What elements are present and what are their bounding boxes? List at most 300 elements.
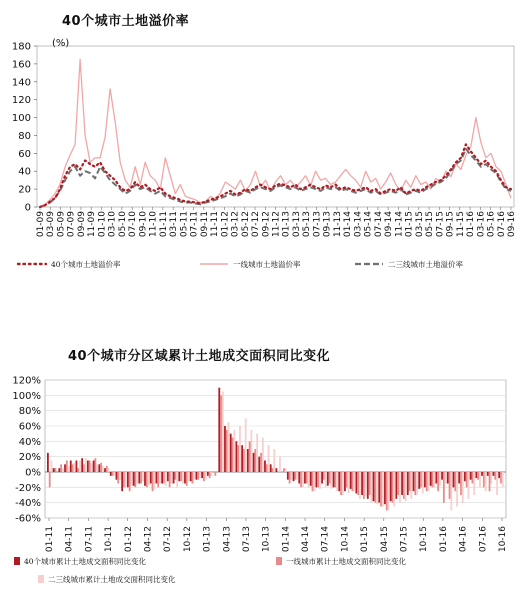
bar-s2: [96, 464, 98, 472]
bar-s0: [407, 472, 409, 495]
bar-s2: [313, 472, 315, 491]
bar-s1: [340, 472, 342, 495]
bar-s0: [304, 472, 306, 484]
bar-s0: [247, 449, 249, 472]
bar-s2: [485, 472, 487, 491]
y-tick-label: 0%: [25, 467, 41, 479]
bar-s1: [232, 438, 234, 473]
bar-s1: [220, 395, 222, 472]
bar-s2: [119, 472, 121, 480]
x-tick-label: 11-10: [148, 211, 159, 238]
bar-s0: [93, 461, 95, 473]
legend-label-1: 一线城市土地溢价率: [233, 260, 301, 269]
bar-s2: [113, 472, 115, 476]
bar-s2: [433, 472, 435, 487]
x-tick-label: 05-16: [486, 211, 497, 238]
bar-s1: [169, 472, 171, 487]
bar-s0: [464, 472, 466, 481]
bar-s2: [399, 472, 401, 503]
bar-s1: [352, 472, 354, 491]
bar-s1: [289, 472, 291, 484]
bar-s1: [209, 472, 211, 478]
bar-s1: [460, 472, 462, 495]
bar-s0: [87, 461, 89, 473]
bar-s1: [483, 472, 485, 487]
y-tick-label: 100: [11, 113, 31, 125]
bar-s0: [344, 472, 346, 491]
chart1-axes: [12, 38, 517, 237]
bar-s0: [378, 472, 380, 503]
bar-s2: [199, 472, 201, 478]
bar-s2: [159, 472, 161, 484]
bar-s1: [386, 472, 388, 510]
x-tick-label: 01-12: [123, 526, 134, 553]
bar-s1: [403, 472, 405, 499]
bar-s0: [470, 472, 472, 480]
legend-label-1: 一线城市累计土地成交面积同比变化: [286, 557, 406, 566]
bar-s2: [256, 434, 258, 472]
bar-s2: [222, 392, 224, 473]
bar-s1: [300, 472, 302, 487]
bar-s0: [458, 472, 460, 484]
bar-s1: [317, 472, 319, 487]
bar-s1: [89, 461, 91, 473]
x-tick-label: 09-11: [199, 211, 210, 238]
x-tick-label: 05-12: [240, 210, 251, 238]
bar-s1: [72, 464, 74, 472]
bar-s1: [283, 468, 285, 472]
bar-s2: [171, 472, 173, 484]
bar-s2: [136, 472, 138, 484]
x-tick-label: 03-09: [46, 211, 57, 238]
bar-s2: [188, 472, 190, 481]
bar-s2: [233, 430, 235, 472]
bar-s0: [184, 472, 186, 484]
bar-s0: [453, 472, 455, 487]
bar-s1: [146, 472, 148, 487]
bar-s2: [108, 468, 110, 472]
bar-s0: [110, 472, 112, 476]
bar-s1: [192, 472, 194, 484]
bar-s0: [361, 472, 363, 495]
x-tick-label: 01-11: [158, 211, 169, 238]
bar-s2: [348, 472, 350, 493]
bar-s1: [409, 472, 411, 491]
bar-s2: [182, 472, 184, 484]
x-tick-label: 07-13: [312, 211, 323, 238]
bar-s1: [323, 472, 325, 480]
bar-s1: [374, 472, 376, 503]
bar-s1: [94, 458, 96, 472]
x-tick-label: 09-16: [507, 211, 517, 238]
x-tick-label: 07-15: [399, 526, 410, 553]
bar-s0: [144, 472, 146, 486]
bar-s1: [129, 472, 131, 491]
x-tick-label: 09-09: [76, 211, 87, 238]
bar-s1: [174, 472, 176, 480]
x-tick-label: 11-14: [394, 211, 405, 238]
x-tick-label: 07-12: [251, 211, 262, 238]
bar-s0: [418, 472, 420, 489]
bar-s0: [384, 472, 386, 504]
bar-s0: [98, 464, 100, 472]
bar-s0: [401, 472, 403, 495]
y-tick-label: 100%: [12, 390, 41, 402]
y-tick-label: -20%: [15, 482, 41, 494]
x-tick-label: 11-15: [455, 211, 466, 238]
bar-s2: [376, 472, 378, 504]
bar-s1: [472, 472, 474, 484]
bar-s1: [260, 453, 262, 472]
bar-s1: [392, 472, 394, 503]
x-tick-label: 01-16: [466, 211, 477, 238]
bar-s0: [298, 472, 300, 484]
bar-s2: [445, 472, 447, 484]
x-tick-label: 10-16: [498, 526, 508, 553]
bar-s2: [479, 472, 481, 487]
bar-s0: [121, 472, 123, 491]
bar-s1: [152, 472, 154, 491]
bar-s2: [125, 472, 127, 487]
bar-s2: [428, 472, 430, 491]
bar-s0: [493, 472, 495, 476]
bar-s1: [100, 463, 102, 472]
chart2-plot-frame: [45, 380, 506, 518]
x-tick-label: 03-12: [230, 210, 241, 238]
bar-s2: [285, 468, 287, 472]
bar-s1: [272, 468, 274, 472]
bar-s1: [500, 472, 502, 484]
x-tick-label: 11-11: [210, 211, 221, 238]
bar-s2: [308, 472, 310, 487]
bar-s0: [236, 441, 238, 472]
bar-s2: [370, 472, 372, 503]
bar-s2: [211, 472, 213, 476]
bar-s2: [62, 468, 64, 472]
x-tick-label: 07-16: [478, 526, 489, 553]
bar-s2: [251, 430, 253, 472]
x-tick-label: 04-13: [222, 526, 233, 553]
bar-s1: [420, 472, 422, 487]
bar-s1: [494, 472, 496, 480]
x-tick-label: 04-15: [379, 526, 390, 553]
bar-s2: [91, 463, 93, 472]
bar-s0: [390, 472, 392, 501]
bar-s1: [66, 461, 68, 473]
bar-s1: [77, 468, 79, 472]
x-tick-label: 03-14: [353, 211, 364, 238]
bar-s0: [156, 472, 158, 484]
bar-s0: [413, 472, 415, 491]
x-tick-label: 03-15: [414, 211, 425, 238]
bar-s2: [291, 472, 293, 480]
x-tick-label: 07-15: [435, 211, 446, 238]
bar-s2: [193, 472, 195, 480]
bar-s1: [363, 472, 365, 499]
bar-s1: [454, 472, 456, 491]
bar-s2: [353, 472, 355, 491]
bar-s0: [435, 472, 437, 484]
bar-s1: [426, 472, 428, 491]
bar-s0: [441, 472, 443, 480]
y-tick-label: 40: [18, 166, 31, 178]
bar-s2: [239, 426, 241, 472]
bar-s2: [142, 472, 144, 481]
y-tick-label: 140: [11, 77, 31, 89]
bar-s0: [481, 472, 483, 476]
bar-s1: [380, 472, 382, 507]
bar-s0: [230, 434, 232, 472]
bar-s0: [287, 472, 289, 480]
bar-s0: [64, 464, 66, 472]
x-tick-label: 11-12: [271, 211, 282, 238]
bar-s1: [140, 472, 142, 484]
bar-s2: [205, 472, 207, 480]
bar-s2: [302, 472, 304, 487]
y-tick-label: 40%: [18, 436, 41, 448]
bar-s2: [68, 466, 70, 472]
bar-s1: [163, 472, 165, 484]
bar-s2: [388, 472, 390, 510]
bar-s1: [443, 472, 445, 503]
bar-s1: [357, 472, 359, 495]
series-line-2: [40, 149, 511, 207]
bar-s0: [116, 472, 118, 480]
bar-s0: [270, 464, 272, 472]
chart2-title: 40个城市分区域累计土地成交面积同比变化: [68, 349, 331, 364]
bar-s0: [161, 472, 163, 484]
x-tick-label: 07-12: [163, 526, 174, 553]
x-tick-label: 01-11: [45, 526, 55, 553]
bar-s0: [58, 468, 60, 472]
bar-s2: [382, 472, 384, 507]
x-tick-label: 10-14: [340, 526, 351, 553]
bar-s1: [157, 472, 159, 487]
bar-s2: [268, 445, 270, 472]
bar-s2: [359, 472, 361, 499]
x-tick-label: 01-12: [220, 211, 231, 238]
x-tick-label: 07-09: [66, 211, 77, 238]
bar-s0: [241, 445, 243, 472]
y-tick-label: 60%: [18, 421, 41, 433]
x-tick-label: 11-09: [87, 211, 98, 238]
bar-s0: [178, 472, 180, 481]
bar-s1: [117, 472, 119, 484]
x-tick-label: 10-13: [261, 526, 272, 553]
bar-s2: [51, 461, 53, 473]
bar-s0: [327, 472, 329, 486]
bar-s2: [416, 472, 418, 495]
bar-s0: [333, 472, 335, 487]
bar-s1: [329, 472, 331, 484]
bar-s2: [462, 472, 464, 503]
bar-s2: [102, 466, 104, 472]
y-tick-label: 180: [11, 41, 31, 53]
bar-s2: [365, 472, 367, 497]
bar-s1: [243, 449, 245, 472]
chart1-lines: [40, 59, 511, 207]
x-tick-label: 01-10: [97, 211, 108, 238]
bar-s1: [106, 466, 108, 472]
bar-s0: [104, 468, 106, 472]
x-tick-label: 01-14: [343, 211, 354, 238]
x-tick-label: 05-09: [56, 211, 67, 238]
bar-s0: [218, 388, 220, 472]
x-tick-label: 09-13: [322, 211, 333, 238]
bar-s2: [319, 472, 321, 489]
y-axis-label: (%): [52, 38, 70, 49]
bar-s0: [395, 472, 397, 499]
bar-s2: [410, 472, 412, 499]
bar-s2: [176, 472, 178, 487]
bar-s0: [350, 472, 352, 489]
bar-s2: [73, 463, 75, 472]
y-tick-label: 60: [18, 148, 31, 160]
bar-s2: [228, 422, 230, 472]
x-tick-label: 09-15: [445, 211, 456, 238]
bar-s1: [123, 472, 125, 487]
y-tick-label: 80: [18, 130, 31, 142]
y-tick-label: 20%: [18, 452, 41, 464]
bar-s1: [489, 472, 491, 491]
legend-swatch-2: [38, 575, 44, 583]
bar-s1: [432, 472, 434, 487]
bar-s0: [70, 461, 72, 473]
bar-s1: [60, 464, 62, 472]
bar-s0: [424, 472, 426, 487]
x-tick-label: 07-16: [496, 211, 507, 238]
bar-s2: [79, 461, 81, 473]
bar-s0: [224, 426, 226, 472]
x-tick-label: 01-15: [404, 211, 415, 238]
bar-s0: [81, 458, 83, 472]
bar-s1: [312, 472, 314, 491]
bar-s2: [325, 472, 327, 487]
bar-s2: [165, 472, 167, 486]
bar-s2: [85, 458, 87, 472]
bar-s1: [214, 472, 216, 476]
bar-s2: [296, 472, 298, 480]
y-tick-label: 80%: [18, 406, 41, 418]
y-tick-label: 120: [11, 95, 31, 107]
bar-s0: [253, 453, 255, 472]
chart2-svg: [0, 300, 520, 600]
chart1-legend: [18, 259, 463, 269]
x-tick-label: 05-10: [117, 211, 128, 238]
bar-s1: [306, 472, 308, 484]
x-tick-label: 04-16: [458, 526, 469, 553]
x-tick-label: 09-10: [138, 211, 149, 238]
bar-s0: [76, 461, 78, 473]
x-tick-label: 05-13: [302, 211, 313, 238]
bar-s1: [414, 472, 416, 495]
x-tick-label: 07-11: [189, 211, 200, 238]
bar-s1: [249, 441, 251, 472]
bar-s0: [190, 472, 192, 481]
bar-s0: [53, 468, 55, 472]
x-tick-label: 05-14: [363, 211, 374, 238]
x-tick-label: 07-10: [128, 211, 139, 238]
x-tick-label: 04-14: [301, 526, 312, 553]
bar-s2: [273, 449, 275, 472]
bar-s0: [315, 472, 317, 487]
bar-s0: [150, 472, 152, 484]
bar-s2: [405, 472, 407, 501]
bar-s0: [201, 472, 203, 478]
bar-s0: [338, 472, 340, 491]
bar-s1: [397, 472, 399, 495]
bar-s1: [346, 472, 348, 487]
bar-s2: [262, 438, 264, 473]
bar-s2: [153, 472, 155, 489]
legend-swatch-1: [276, 557, 282, 565]
bar-s2: [450, 472, 452, 510]
chart2-bars: [47, 388, 504, 511]
bar-s0: [367, 472, 369, 499]
bar-s0: [207, 472, 209, 476]
bar-s2: [148, 472, 150, 486]
bar-s0: [355, 472, 357, 493]
bar-s2: [490, 472, 492, 484]
bar-s0: [173, 472, 175, 484]
legend-label-0: 40个城市累计土地成交面积同比变化: [24, 557, 147, 566]
bar-s2: [245, 418, 247, 472]
legend-label-2: 二三线城市土地溢价率: [388, 260, 463, 269]
bar-s0: [293, 472, 295, 481]
bar-s2: [422, 472, 424, 493]
bar-s1: [112, 472, 114, 476]
chart1-title: 40个城市土地溢价率: [62, 14, 190, 29]
bar-s2: [393, 472, 395, 507]
bar-s0: [447, 472, 449, 484]
x-tick-label: 05-15: [425, 211, 436, 238]
bar-s2: [468, 472, 470, 499]
bar-s0: [127, 472, 129, 487]
bar-s1: [466, 472, 468, 487]
bar-s0: [487, 472, 489, 476]
bar-s2: [496, 472, 498, 495]
legend-label-0: 40个城市土地溢价率: [51, 260, 121, 269]
x-tick-label: 05-11: [179, 211, 190, 238]
bar-s2: [131, 472, 133, 486]
bar-s0: [133, 472, 135, 486]
x-tick-label: 01-09: [36, 211, 46, 238]
x-tick-label: 03-10: [107, 211, 118, 238]
bar-s1: [186, 472, 188, 486]
x-tick-label: 09-12: [261, 211, 272, 238]
bar-s2: [342, 472, 344, 495]
bar-s1: [134, 472, 136, 487]
bar-s0: [276, 468, 278, 472]
legend-label-2: 二三线城市累计土地成交面积同比变化: [48, 575, 176, 584]
bar-s2: [502, 472, 504, 487]
bar-s1: [49, 472, 51, 487]
legend-swatch-0: [14, 557, 20, 565]
x-tick-label: 04-12: [143, 526, 154, 553]
series-line-0: [40, 144, 511, 207]
x-tick-label: 10-15: [419, 526, 430, 553]
bar-s1: [180, 472, 182, 481]
x-tick-label: 07-13: [241, 526, 252, 553]
bar-s0: [321, 472, 323, 484]
x-tick-label: 01-15: [360, 526, 371, 553]
x-tick-label: 07-11: [84, 526, 95, 553]
bar-s1: [55, 468, 57, 472]
bar-s2: [456, 472, 458, 507]
bar-s0: [373, 472, 375, 501]
bar-s1: [237, 445, 239, 472]
bar-s1: [254, 449, 256, 472]
